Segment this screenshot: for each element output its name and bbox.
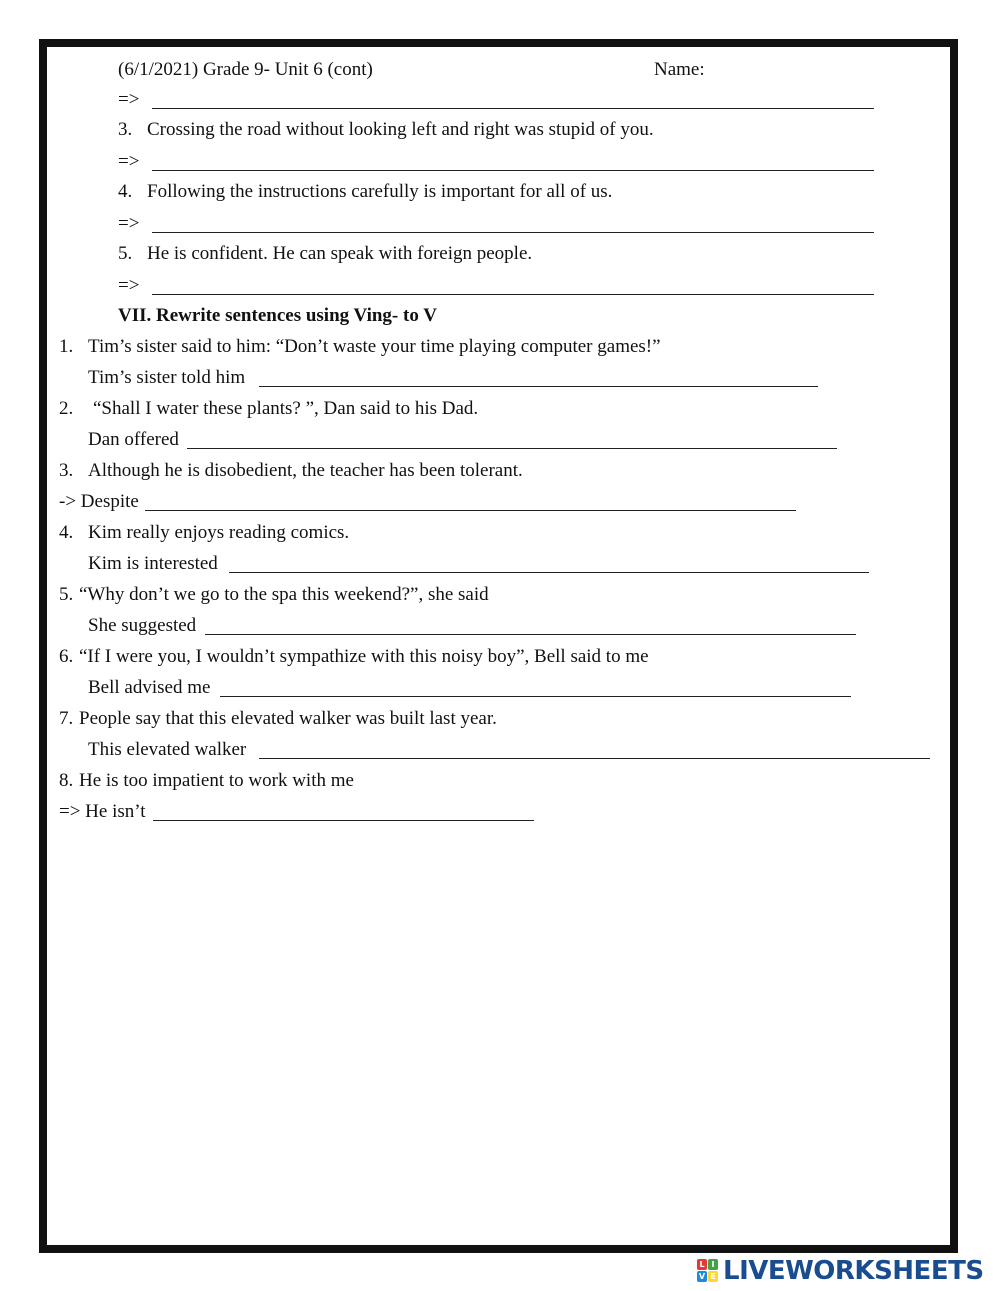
answer-blank[interactable]	[152, 170, 874, 171]
answer-arrow: =>	[118, 213, 140, 234]
item-number: 6.	[59, 646, 74, 667]
logo-block-e: E	[708, 1271, 718, 1282]
answer-blank[interactable]	[152, 294, 874, 295]
liveworksheets-logo[interactable]	[697, 1256, 997, 1286]
name-label: Name:	[654, 59, 705, 80]
answer-arrow: =>	[118, 89, 140, 110]
item-sentence: Following the instructions carefully is important for all of us.	[147, 181, 613, 202]
logo-block-i: I	[708, 1259, 718, 1270]
worksheet-title: (6/1/2021) Grade 9- Unit 6 (cont)	[118, 59, 373, 80]
item-sentence: “Shall I water these plants? ”, Dan said to his Dad.	[93, 398, 479, 419]
answer-blank[interactable]	[259, 758, 930, 759]
item-number: 5.	[59, 584, 74, 605]
item-sentence: People say that this elevated walker was built last year.	[79, 708, 497, 729]
item-number: 7.	[59, 708, 74, 729]
answer-prompt: Tim’s sister told him	[88, 367, 246, 388]
answer-arrow: =>	[118, 275, 140, 296]
item-sentence: Kim really enjoys reading comics.	[88, 522, 350, 543]
item-sentence: Tim’s sister said to him: “Don’t waste your time playing computer games!”	[88, 336, 661, 357]
item-sentence: “Why don’t we go to the spa this weekend?”, she said	[79, 584, 489, 605]
answer-blank[interactable]	[153, 820, 534, 821]
item-number: 4.	[59, 522, 74, 543]
item-number: 3.	[118, 119, 133, 140]
item-number: 5.	[118, 243, 133, 264]
item-number: 4.	[118, 181, 133, 202]
section-heading: VII. Rewrite sentences using Ving- to V	[118, 305, 437, 326]
item-sentence: He is too impatient to work with me	[79, 770, 354, 791]
item-sentence: “If I were you, I wouldn’t sympathize with this noisy boy”, Bell said to me	[79, 646, 649, 667]
brand-name: LIVEWORKSHEETS	[723, 1256, 984, 1286]
item-sentence: Although he is disobedient, the teacher has been tolerant.	[88, 460, 523, 481]
answer-blank[interactable]	[152, 108, 874, 109]
answer-blank[interactable]	[187, 448, 837, 449]
answer-prompt: This elevated walker	[88, 739, 247, 760]
logo-block-v: V	[698, 1272, 706, 1281]
answer-blank[interactable]	[152, 232, 874, 233]
logo-block-l: L	[697, 1259, 707, 1270]
answer-blank[interactable]	[259, 386, 818, 387]
answer-prompt: Kim is interested	[88, 553, 218, 574]
answer-prompt: => He isn’t	[59, 801, 146, 822]
item-number: 1.	[59, 336, 74, 357]
answer-blank[interactable]	[220, 696, 851, 697]
answer-blank[interactable]	[229, 572, 869, 573]
item-number: 2.	[59, 398, 74, 419]
item-number: 3.	[59, 460, 74, 481]
logo-blocks-icon	[697, 1259, 719, 1283]
answer-blank[interactable]	[205, 634, 856, 635]
answer-prompt: -> Despite	[59, 491, 139, 512]
answer-prompt: Dan offered	[88, 429, 179, 450]
item-number: 8.	[59, 770, 74, 791]
item-sentence: Crossing the road without looking left and right was stupid of you.	[147, 119, 654, 140]
answer-blank[interactable]	[145, 510, 796, 511]
answer-prompt: She suggested	[88, 615, 197, 636]
item-sentence: He is confident. He can speak with foreign people.	[147, 243, 533, 264]
answer-arrow: =>	[118, 151, 140, 172]
answer-prompt: Bell advised me	[88, 677, 211, 698]
